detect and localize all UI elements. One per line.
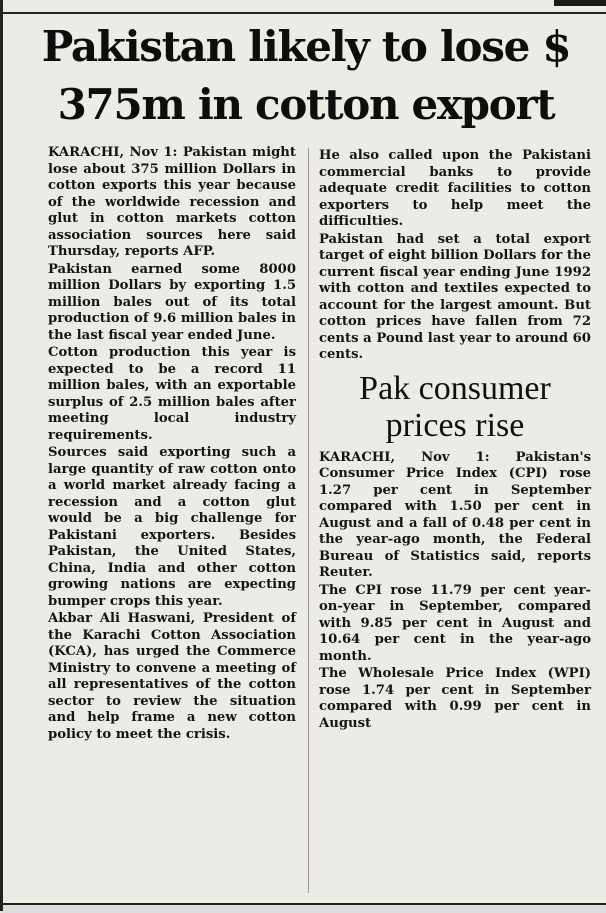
article-paragraph: Cotton production this year is expected to be a record 11 million bales, with an exportable surplus of 2.5 million bales after meeting local industry requirements. (48, 345, 296, 443)
main-headline: Pakistan likely to lose $ 375m in cotton export (41, 22, 571, 129)
left-column (48, 145, 296, 743)
secondary-headline: Pak consumer prices rise (359, 369, 551, 444)
column-divider (308, 148, 309, 893)
secondary-paragraph: KARACHI, Nov 1: Pakistan's Consumer Price Index (CPI) rose 1.27 per cent in September compared with 1.50 per cent in August and a fall of 0.48 per cent in the year-ago month, the Federal Bureau of Statistics said, reports Reuter. (319, 449, 591, 580)
article-paragraph: Pakistan had set a total export target of eight billion Dollars for the current fiscal year ending June 1992 with cotton and textiles expected to account for the largest amount. But cotton prices have fallen from 72 cents a Pound last year to around 60 cents. (319, 231, 591, 362)
article-paragraph: Sources said exporting such a large quantity of raw cotton onto a world market already facing a recession and a cotton glut would be a big challenge for Pakistani exporters. Besides Pakistan, the United States, China, India and other cotton growing nations are expecting bumper crops this year. (48, 445, 296, 609)
article-paragraph: Akbar Ali Haswani, President of the Karachi Cotton Association (KCA), has urged the Commerce Ministry to convene a meeting of all representatives of the cotton sector to review the situation and help frame a new cotton policy to meet the crisis. (48, 611, 296, 742)
right-column (319, 148, 591, 732)
bottom-border-rule (3, 903, 606, 913)
top-border-rule (3, 0, 606, 14)
top-border-stub (554, 0, 606, 6)
article-paragraph: Pakistan earned some 8000 million Dollars by exporting 1.5 million bales out of its total production of 9.6 million bales in the last fiscal year ended June. (48, 261, 296, 343)
article-paragraph: KARACHI, Nov 1: Pakistan might lose about 375 million Dollars in cotton exports this year because of the worldwide recession and glut in cotton markets cotton association sources here said Thursday, reports AFP. (48, 145, 296, 259)
secondary-paragraph: The CPI rose 11.79 per cent year-on-year in September, compared with 9.85 per cent in August and 10.64 per cent in the year-ago month. (319, 582, 591, 664)
article-paragraph: He also called upon the Pakistani commercial banks to provide adequate credit facilities to cotton exporters to help meet the difficulties. (319, 148, 591, 229)
secondary-paragraph: The Wholesale Price Index (WPI) rose 1.74 per cent in September compared with 0.99 per cent in August (319, 666, 591, 731)
